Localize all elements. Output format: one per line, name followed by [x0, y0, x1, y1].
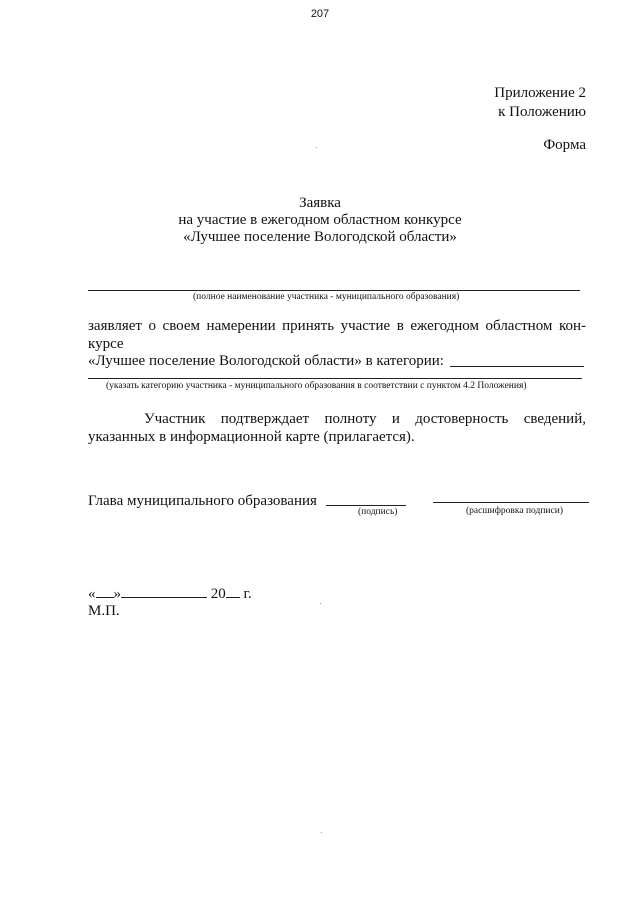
signature-decode-line[interactable]	[433, 502, 589, 503]
year-blank[interactable]	[226, 584, 240, 598]
appendix-label: Приложение 2	[494, 85, 586, 101]
year-suffix: г.	[243, 586, 252, 602]
scan-speck	[316, 147, 317, 148]
title-line-2: на участие в ежегодном областном конкурсе	[178, 212, 462, 228]
page-number: 207	[310, 8, 330, 20]
head-label: Глава муниципального образования	[88, 493, 317, 509]
participant-name-line[interactable]	[88, 290, 580, 291]
scan-speck	[320, 603, 321, 604]
category-inline-line[interactable]	[450, 366, 584, 367]
declaration-line-1: заявляет о своем намерении принять участие в ежегодном областном кон-	[88, 318, 586, 334]
decode-caption: (расшифровка подписи)	[466, 506, 563, 516]
date-field	[88, 584, 252, 603]
date-close-quote: »	[113, 586, 121, 602]
declaration-line-3: «Лучшее поселение Вологодской области» в категории:	[88, 353, 444, 369]
signature-line[interactable]	[326, 505, 406, 506]
month-blank[interactable]	[121, 584, 207, 598]
seal-label: М.П.	[88, 603, 120, 619]
document-title: Заявка	[299, 195, 341, 211]
declaration-line-2: курсе	[88, 336, 124, 352]
scan-speck	[321, 832, 322, 833]
category-caption: (указать категорию участника - муниципального образования в соответствии с пунктом 4.2 Положения)	[106, 381, 527, 391]
year-prefix: 20	[210, 586, 226, 602]
category-line[interactable]	[88, 378, 582, 379]
participant-name-caption: (полное наименование участника - муниципального образования)	[193, 292, 460, 302]
confirmation-line-1: Участник подтверждает полноту и достоверность сведений,	[144, 411, 586, 427]
day-blank[interactable]	[96, 584, 114, 598]
confirmation-line-2: указанных в информационной карте (прилагается).	[88, 429, 415, 445]
regulation-label: к Положению	[498, 104, 586, 120]
date-open-quote: «	[88, 586, 96, 602]
form-label: Форма	[543, 137, 586, 153]
title-line-3: «Лучшее поселение Вологодской области»	[183, 229, 457, 245]
signature-caption: (подпись)	[358, 507, 398, 517]
